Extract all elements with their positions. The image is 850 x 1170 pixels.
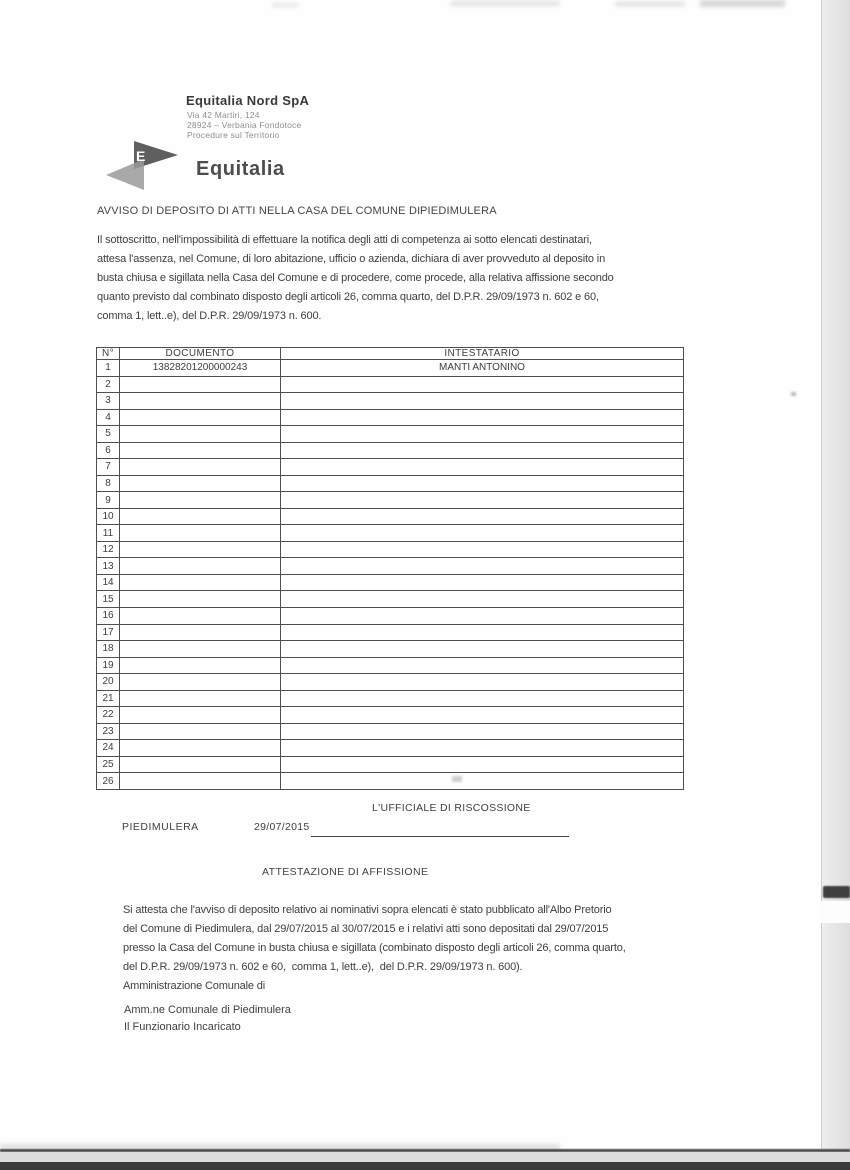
attestation-paragraph-line: Si attesta che l'avviso di deposito relativo ai nominativi sopra elencati è stato pubblicato all'Albo Pretorio [123, 904, 612, 916]
document-title-comune: PIEDIMULERA [420, 205, 497, 217]
table-row [97, 641, 684, 658]
row-number-cell: 13 [97, 558, 120, 575]
intestatario-cell [281, 393, 684, 410]
table-row [97, 393, 684, 410]
intestatario-cell: MANTI ANTONINO [281, 360, 684, 377]
equitalia-wordmark: Equitalia [196, 158, 285, 180]
address-line-2: 28924 – Verbania Fondotoce [187, 120, 302, 130]
attestation-heading: ATTESTAZIONE DI AFFISSIONE [262, 866, 429, 878]
intestatario-cell [281, 525, 684, 542]
intestatario-cell [281, 376, 684, 393]
row-number-cell: 1 [97, 360, 120, 377]
table-row [97, 475, 684, 492]
row-number-cell: 25 [97, 756, 120, 773]
intro-paragraph-line: comma 1, lett..e), del D.P.R. 29/09/1973 n. 600. [97, 310, 322, 322]
intestatario-cell [281, 641, 684, 658]
row-number-cell: 4 [97, 409, 120, 426]
table-row [97, 773, 684, 790]
table-row [97, 426, 684, 443]
date-value: 29/07/2015 [254, 821, 310, 833]
intestatario-cell [281, 574, 684, 591]
address-line-1: Via 42 Martiri, 124 [187, 110, 260, 120]
documento-cell [120, 641, 281, 658]
intestatario-cell [281, 607, 684, 624]
equitalia-logo-icon [104, 140, 194, 194]
deposit-table-wrapper [96, 347, 684, 790]
table-row [97, 541, 684, 558]
documento-cell [120, 475, 281, 492]
row-number-cell: 10 [97, 508, 120, 525]
row-number-cell: 24 [97, 740, 120, 757]
scan-smudge [272, 3, 298, 7]
row-number-cell: 8 [97, 475, 120, 492]
equitalia-logo-triangles-icon [104, 140, 194, 194]
row-number-cell: 14 [97, 574, 120, 591]
column-header-n: N° [97, 348, 120, 360]
table-row [97, 674, 684, 691]
intestatario-cell [281, 426, 684, 443]
scan-smudge [450, 1, 560, 6]
intestatario-cell [281, 707, 684, 724]
intestatario-cell [281, 773, 684, 790]
documento-cell [120, 426, 281, 443]
row-number-cell: 11 [97, 525, 120, 542]
intestatario-cell [281, 459, 684, 476]
documento-cell [120, 508, 281, 525]
row-number-cell: 19 [97, 657, 120, 674]
table-row [97, 657, 684, 674]
documento-cell [120, 558, 281, 575]
documento-cell [120, 591, 281, 608]
intestatario-cell [281, 508, 684, 525]
table-header-row [97, 348, 684, 360]
attestation-paragraph-line: presso la Casa del Comune in busta chiusa e sigillata (combinato disposto degli articoli 26, comma quarto, [123, 942, 626, 954]
scanner-bottom-gray-band [0, 1152, 850, 1162]
place-label: PIEDIMULERA [122, 821, 199, 833]
address-line-3: Procedure sul Territorio [187, 130, 280, 140]
documento-cell [120, 492, 281, 509]
scanner-right-edge-dark-mark [823, 886, 850, 898]
row-number-cell: 20 [97, 674, 120, 691]
documento-cell [120, 459, 281, 476]
company-address [187, 110, 301, 140]
row-number-cell: 21 [97, 690, 120, 707]
intro-paragraph-line: attesa l'assenza, nel Comune, di loro abitazione, ufficio o azienda, dichiara di aver provveduto al deposito in [97, 253, 606, 265]
documento-cell [120, 773, 281, 790]
table-row [97, 591, 684, 608]
scanner-right-edge-strip [821, 0, 850, 1170]
intestatario-cell [281, 541, 684, 558]
table-row [97, 607, 684, 624]
documento-cell [120, 624, 281, 641]
intestatario-cell [281, 624, 684, 641]
intestatario-cell [281, 674, 684, 691]
documento-cell [120, 707, 281, 724]
table-row [97, 525, 684, 542]
row-number-cell: 2 [97, 376, 120, 393]
documento-cell [120, 740, 281, 757]
intestatario-cell [281, 442, 684, 459]
table-row [97, 376, 684, 393]
scan-smudge [615, 2, 685, 6]
row-number-cell: 17 [97, 624, 120, 641]
table-row [97, 707, 684, 724]
row-number-cell: 6 [97, 442, 120, 459]
footer-administration: Amm.ne Comunale di Piedimulera [124, 1004, 291, 1016]
table-row [97, 442, 684, 459]
documento-cell [120, 657, 281, 674]
attestation-paragraph-line: del D.P.R. 29/09/1973 n. 602 e 60, comma 1, lett..e), del D.P.R. 29/09/1973 n. 600). [123, 961, 523, 973]
intestatario-cell [281, 409, 684, 426]
attestation-paragraph-line: Amministrazione Comunale di [123, 980, 266, 992]
documento-cell [120, 376, 281, 393]
row-number-cell: 16 [97, 607, 120, 624]
table-row [97, 624, 684, 641]
documento-cell: 13828201200000243 [120, 360, 281, 377]
documento-cell [120, 756, 281, 773]
intestatario-cell [281, 657, 684, 674]
scanner-bottom-dark-strip [0, 1162, 850, 1170]
documento-cell [120, 525, 281, 542]
row-number-cell: 18 [97, 641, 120, 658]
document-title: AVVISO DI DEPOSITO DI ATTI NELLA CASA DEL COMUNE DI [97, 205, 421, 217]
column-header-documento: DOCUMENTO [120, 348, 281, 360]
table-row [97, 740, 684, 757]
table-row [97, 558, 684, 575]
intro-paragraph [97, 231, 614, 326]
documento-cell [120, 723, 281, 740]
table-row [97, 723, 684, 740]
row-number-cell: 23 [97, 723, 120, 740]
documento-cell [120, 442, 281, 459]
table-body [97, 360, 684, 790]
row-number-cell: 3 [97, 393, 120, 410]
intestatario-cell [281, 723, 684, 740]
row-number-cell: 5 [97, 426, 120, 443]
table-row [97, 756, 684, 773]
documento-cell [120, 574, 281, 591]
intestatario-cell [281, 475, 684, 492]
scan-dot [791, 392, 796, 396]
official-label: L'UFFICIALE DI RISCOSSIONE [372, 802, 531, 814]
logo-letter-e: E [136, 148, 146, 164]
documento-cell [120, 409, 281, 426]
signature-line [311, 820, 569, 837]
table-row [97, 360, 684, 377]
documento-cell [120, 674, 281, 691]
row-number-cell: 15 [97, 591, 120, 608]
row-number-cell: 9 [97, 492, 120, 509]
table-row [97, 574, 684, 591]
row-number-cell: 12 [97, 541, 120, 558]
row-number-cell: 26 [97, 773, 120, 790]
intestatario-cell [281, 591, 684, 608]
intestatario-cell [281, 756, 684, 773]
column-header-intestatario: INTESTATARIO [281, 348, 684, 360]
table-row [97, 492, 684, 509]
documento-cell [120, 393, 281, 410]
scanner-right-edge-gap [820, 901, 850, 923]
row-number-cell: 7 [97, 459, 120, 476]
intro-paragraph-line: quanto previsto dal combinato disposto degli articoli 26, comma quarto, del D.P.R. 29/09/1973 n. 602 e 60, [97, 291, 599, 303]
intestatario-cell [281, 492, 684, 509]
intro-paragraph-line: busta chiusa e sigillata nella Casa del Comune e di procedere, come procede, alla relativa affissione secondo [97, 272, 614, 284]
documento-cell [120, 541, 281, 558]
attestation-paragraph [123, 901, 626, 996]
attestation-paragraph-line: del Comune di Piedimulera, dal 29/07/2015 al 30/07/2015 e i relativi atti sono depositati dal 29/07/2015 [123, 923, 609, 935]
table-row [97, 459, 684, 476]
documento-cell [120, 690, 281, 707]
footer-official-title: Il Funzionario Incaricato [124, 1021, 241, 1033]
company-name: Equitalia Nord SpA [186, 93, 310, 108]
documento-cell [120, 607, 281, 624]
table-row [97, 508, 684, 525]
intestatario-cell [281, 690, 684, 707]
intro-paragraph-line: Il sottoscritto, nell'impossibilità di effettuare la notifica degli atti di competenza ai sotto elencati destinatari, [97, 234, 592, 246]
deposit-table [96, 347, 684, 790]
row-number-cell: 22 [97, 707, 120, 724]
intestatario-cell [281, 558, 684, 575]
scan-smudge [700, 0, 785, 7]
table-row [97, 690, 684, 707]
intestatario-cell [281, 740, 684, 757]
table-row [97, 409, 684, 426]
